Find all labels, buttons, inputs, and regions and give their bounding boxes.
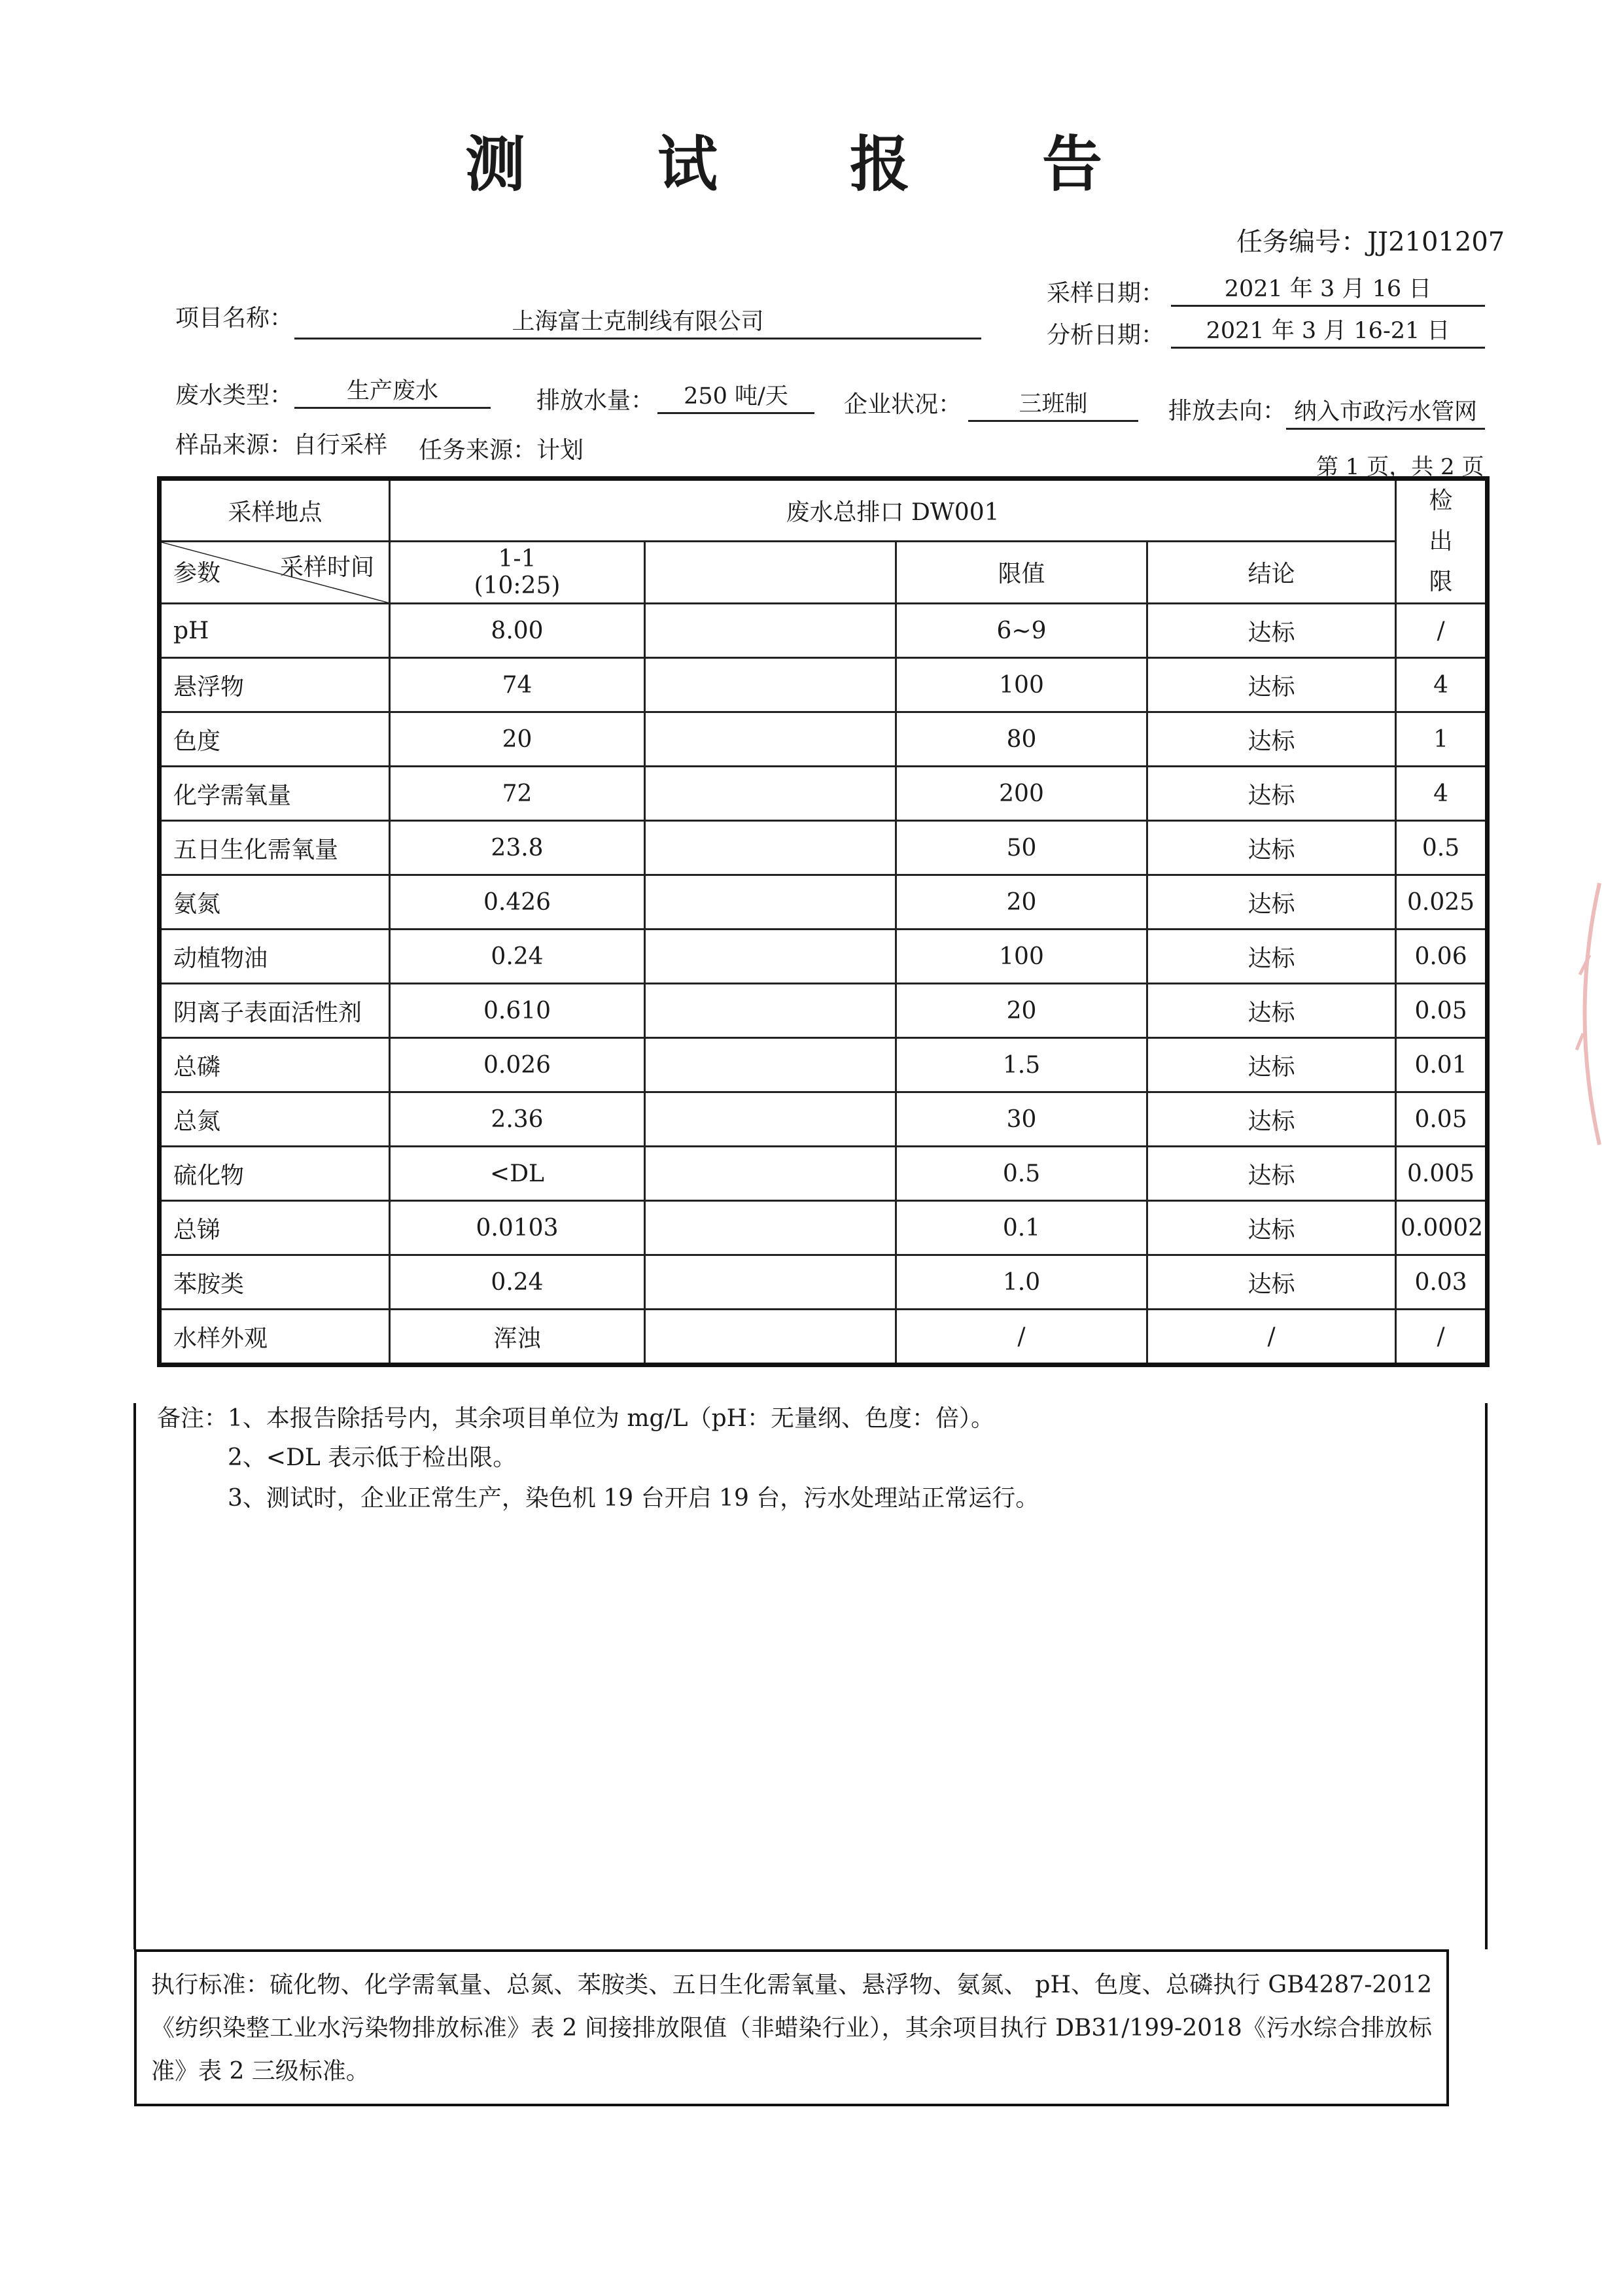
- limit-cell: 6~9: [896, 604, 1147, 658]
- table-header-site-row: [160, 479, 1488, 542]
- param-cell: 色度: [160, 712, 390, 767]
- site-name-cell: [390, 479, 1396, 542]
- value-cell: 8.00: [390, 604, 645, 658]
- results-table: [157, 476, 1490, 1367]
- blank-cell: [645, 930, 896, 984]
- conclusion-cell: 达标: [1147, 604, 1396, 658]
- detect-limit-cell: 1: [1396, 712, 1488, 767]
- analysis-date-label: 分析日期：: [1047, 322, 1165, 349]
- table-row: [160, 1147, 1488, 1201]
- table-row: [160, 658, 1488, 712]
- conclusion-header: [1147, 541, 1396, 604]
- detect-limit-cell: 0.05: [1396, 1092, 1488, 1147]
- detect-limit-cell: /: [1396, 604, 1488, 658]
- limit-cell: 20: [896, 875, 1147, 930]
- param-cell: 硫化物: [160, 1147, 390, 1201]
- blank-cell: [645, 984, 896, 1038]
- discharge-volume-label: 排放水量：: [536, 387, 655, 414]
- table-row: [160, 1255, 1488, 1310]
- param-cell: 化学需氧量: [160, 767, 390, 821]
- blank-cell: [645, 1092, 896, 1147]
- task-number: [1236, 221, 1505, 258]
- report-title: 测 试 报 告: [464, 130, 1159, 200]
- detect-limit-char-3: 限: [1429, 568, 1453, 595]
- blank-cell: [645, 712, 896, 767]
- detect-limit-cell: 4: [1396, 658, 1488, 712]
- page-info: 第 1 页，共 2 页: [1316, 454, 1484, 480]
- param-cell: 总氮: [160, 1092, 390, 1147]
- table-row: [160, 712, 1488, 767]
- value-cell: 0.610: [390, 984, 645, 1038]
- value-cell: 浑浊: [390, 1310, 645, 1365]
- detect-limit-cell: 0.05: [1396, 984, 1488, 1038]
- conclusion-cell: 达标: [1147, 1038, 1396, 1092]
- limit-cell: 0.1: [896, 1201, 1147, 1255]
- param-cell: 五日生化需氧量: [160, 821, 390, 875]
- conclusion-cell: 达标: [1147, 1092, 1396, 1147]
- limit-label: 限值: [998, 561, 1045, 588]
- table-row: [160, 1201, 1488, 1255]
- project-name-value: 上海富士克制线有限公司: [294, 306, 981, 339]
- project-name-label: 项目名称：: [175, 305, 294, 332]
- detect-limit-cell: 0.01: [1396, 1038, 1488, 1092]
- results-rows: [160, 604, 1488, 1365]
- conclusion-cell: 达标: [1147, 821, 1396, 875]
- conclusion-cell: 达标: [1147, 1255, 1396, 1310]
- value-cell: 0.24: [390, 1255, 645, 1310]
- param-cell: 阴离子表面活性剂: [160, 984, 390, 1038]
- task-source-label: 任务来源：: [419, 437, 537, 464]
- detect-limit-cell: 0.03: [1396, 1255, 1488, 1310]
- limit-cell: 0.5: [896, 1147, 1147, 1201]
- discharge-dest-value: 纳入市政污水管网: [1286, 396, 1485, 430]
- value-cell: 74: [390, 658, 645, 712]
- conclusion-cell: 达标: [1147, 875, 1396, 930]
- detect-limit-header: [1396, 479, 1488, 604]
- detect-limit-cell: 0.5: [1396, 821, 1488, 875]
- wastewater-type-value: 生产废水: [294, 375, 491, 409]
- discharge-dest-label: 排放去向：: [1168, 398, 1287, 425]
- blank-cell: [645, 658, 896, 712]
- limit-cell: 100: [896, 658, 1147, 712]
- param-cell: 水样外观: [160, 1310, 390, 1365]
- sample-id: 1-1: [498, 545, 536, 572]
- param-cell: 氨氮: [160, 875, 390, 930]
- seal-stamp-edge: [1563, 877, 1603, 1151]
- table-header-time-row: [160, 541, 1488, 604]
- conclusion-cell: 达标: [1147, 1201, 1396, 1255]
- limit-cell: 80: [896, 712, 1147, 767]
- value-cell: 0.426: [390, 875, 645, 930]
- sample-time: (10:25): [474, 572, 561, 599]
- table-row: [160, 1092, 1488, 1147]
- value-cell: 0.026: [390, 1038, 645, 1092]
- sample-id-cell: [390, 541, 645, 604]
- detect-limit-cell: 0.005: [1396, 1147, 1488, 1201]
- detect-limit-cell: 0.0002: [1396, 1201, 1488, 1255]
- task-source-value: 计划: [536, 437, 584, 464]
- blank-cell: [645, 821, 896, 875]
- conclusion-label: 结论: [1248, 561, 1295, 588]
- conclusion-cell: 达标: [1147, 930, 1396, 984]
- table-row: [160, 875, 1488, 930]
- conclusion-cell: 达标: [1147, 984, 1396, 1038]
- limit-cell: 20: [896, 984, 1147, 1038]
- limit-cell: 1.0: [896, 1255, 1147, 1310]
- table-row: [160, 1038, 1488, 1092]
- sample-date-value: 2021 年 3 月 16 日: [1171, 273, 1485, 307]
- value-cell: 2.36: [390, 1092, 645, 1147]
- detect-limit-cell: 4: [1396, 767, 1488, 821]
- value-cell: 23.8: [390, 821, 645, 875]
- site-label-cell: [160, 479, 390, 542]
- task-source: [419, 432, 584, 465]
- blank-cell: [645, 1147, 896, 1201]
- sample-source-value: 自行采样: [293, 432, 388, 459]
- limit-cell: 1.5: [896, 1038, 1147, 1092]
- empty-header-cell: [645, 541, 896, 604]
- value-cell: 20: [390, 712, 645, 767]
- note-1: 备注：1、本报告除括号内，其余项目单位为 mg/L（pH：无量纲、色度：倍）。: [157, 1405, 995, 1432]
- limit-cell: 30: [896, 1092, 1147, 1147]
- time-label: 采样时间: [279, 553, 374, 581]
- limit-cell: /: [896, 1310, 1147, 1365]
- detect-limit-cell: /: [1396, 1310, 1488, 1365]
- limit-cell: 50: [896, 821, 1147, 875]
- site-label: 采样地点: [228, 498, 323, 526]
- note-2: 2、<DL 表示低于检出限。: [228, 1444, 517, 1471]
- param-label: 参数: [173, 560, 221, 587]
- conclusion-cell: 达标: [1147, 1147, 1396, 1201]
- blank-cell: [645, 1201, 896, 1255]
- company-status-label: 企业状况：: [844, 391, 962, 418]
- detect-limit-cell: 0.06: [1396, 930, 1488, 984]
- limit-cell: 100: [896, 930, 1147, 984]
- table-row: [160, 767, 1488, 821]
- detect-limit-char-1: 检: [1429, 487, 1453, 514]
- param-cell: 总锑: [160, 1201, 390, 1255]
- limit-cell: 200: [896, 767, 1147, 821]
- analysis-date-value: 2021 年 3 月 16-21 日: [1171, 315, 1485, 349]
- sample-date-label: 采样日期：: [1047, 280, 1165, 307]
- param-cell: 悬浮物: [160, 658, 390, 712]
- detect-limit-cell: 0.025: [1396, 875, 1488, 930]
- limit-header: [896, 541, 1147, 604]
- table-row: [160, 821, 1488, 875]
- diagonal-header-cell: [160, 541, 390, 604]
- wastewater-type-label: 废水类型：: [175, 382, 294, 409]
- blank-cell: [645, 1038, 896, 1092]
- sample-source-label: 样品来源：: [175, 432, 294, 459]
- param-cell: 动植物油: [160, 930, 390, 984]
- value-cell: <DL: [390, 1147, 645, 1201]
- value-cell: 72: [390, 767, 645, 821]
- blank-cell: [645, 1310, 896, 1365]
- conclusion-cell: 达标: [1147, 712, 1396, 767]
- table-row: [160, 1310, 1488, 1365]
- blank-cell: [645, 1255, 896, 1310]
- company-status-value: 三班制: [968, 389, 1138, 422]
- conclusion-cell: /: [1147, 1310, 1396, 1365]
- table-row: [160, 984, 1488, 1038]
- param-cell: 总磷: [160, 1038, 390, 1092]
- blank-cell: [645, 604, 896, 658]
- conclusion-cell: 达标: [1147, 767, 1396, 821]
- detect-limit-char-2: 出: [1429, 528, 1453, 555]
- task-number-label: 任务编号：: [1236, 227, 1367, 257]
- execution-standard: 执行标准：硫化物、化学需氧量、总氮、苯胺类、五日生化需氧量、悬浮物、氨氮、 pH、色度、总磷执行 GB4287-2012《纺织染整工业水污染物排放标准》表 2 间接排放限值（非蜡染行业），其余项目执行 DB31/199-2018《污水综合排放标准》表 2 三级标准。: [134, 1949, 1449, 2106]
- sample-source: [175, 426, 387, 460]
- blank-cell: [645, 767, 896, 821]
- param-cell: pH: [160, 604, 390, 658]
- table-row: [160, 604, 1488, 658]
- value-cell: 0.24: [390, 930, 645, 984]
- task-number-value: JJ2101207: [1367, 227, 1505, 257]
- discharge-volume-value: 250 吨/天: [657, 381, 814, 414]
- site-name: 废水总排口 DW001: [786, 498, 1000, 526]
- blank-cell: [645, 875, 896, 930]
- note-3: 3、测试时，企业正常生产，染色机 19 台开启 19 台，污水处理站正常运行。: [228, 1485, 1039, 1512]
- param-cell: 苯胺类: [160, 1255, 390, 1310]
- table-row: [160, 930, 1488, 984]
- value-cell: 0.0103: [390, 1201, 645, 1255]
- conclusion-cell: 达标: [1147, 658, 1396, 712]
